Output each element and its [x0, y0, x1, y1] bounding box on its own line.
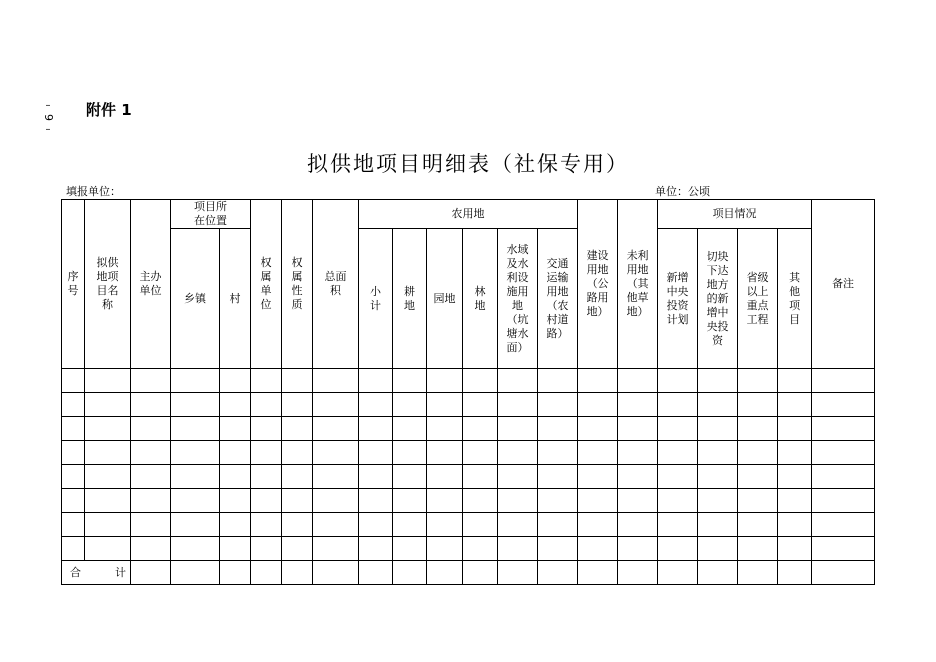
- table-cell[interactable]: [578, 561, 618, 585]
- table-cell[interactable]: [463, 561, 498, 585]
- table-cell[interactable]: [578, 513, 618, 537]
- table-cell[interactable]: [131, 441, 171, 465]
- table-cell[interactable]: [658, 441, 698, 465]
- table-row: [62, 369, 875, 393]
- header-garden: 园地: [427, 229, 463, 369]
- table-cell[interactable]: [658, 537, 698, 561]
- header-new-central: 新增中央投资计划: [658, 229, 698, 369]
- table-row: [62, 489, 875, 513]
- table-cell[interactable]: [220, 489, 251, 513]
- table-cell[interactable]: [171, 489, 220, 513]
- table-cell[interactable]: [85, 441, 131, 465]
- table-cell[interactable]: [427, 561, 463, 585]
- table-cell[interactable]: [62, 513, 85, 537]
- header-village: 村: [220, 229, 251, 369]
- table-cell[interactable]: [618, 393, 658, 417]
- table-cell[interactable]: [778, 393, 812, 417]
- attachment-label: 附件 1: [86, 101, 132, 119]
- table-cell[interactable]: [393, 369, 427, 393]
- table-cell[interactable]: [618, 489, 658, 513]
- header-project-name: 拟供地项目名称: [85, 200, 131, 369]
- table-cell[interactable]: [427, 465, 463, 489]
- header-other-projects: 其他项目: [778, 229, 812, 369]
- table-cell[interactable]: [62, 537, 85, 561]
- table-row: [62, 417, 875, 441]
- table-cell[interactable]: [618, 369, 658, 393]
- table-cell[interactable]: [393, 537, 427, 561]
- table-cell[interactable]: [812, 513, 875, 537]
- table-cell[interactable]: [171, 537, 220, 561]
- table-cell[interactable]: [498, 513, 538, 537]
- table-cell[interactable]: [251, 465, 282, 489]
- header-transport: 交通运输用地（农村道路）: [538, 229, 578, 369]
- table-cell[interactable]: [393, 513, 427, 537]
- table-cell[interactable]: [778, 513, 812, 537]
- table-cell[interactable]: [131, 561, 171, 585]
- header-host-unit: 主办单位: [131, 200, 171, 369]
- table-cell[interactable]: [251, 489, 282, 513]
- table-cell[interactable]: [282, 537, 313, 561]
- header-ownership-unit: 权属单位: [251, 200, 282, 369]
- table-cell[interactable]: [578, 393, 618, 417]
- table-cell[interactable]: [220, 441, 251, 465]
- table-cell[interactable]: [427, 537, 463, 561]
- table-cell[interactable]: [658, 369, 698, 393]
- table-cell[interactable]: [738, 369, 778, 393]
- table-cell[interactable]: [427, 417, 463, 441]
- table-cell[interactable]: [313, 489, 359, 513]
- header-township: 乡镇: [171, 229, 220, 369]
- table-cell[interactable]: [282, 417, 313, 441]
- total-label: 合 计: [62, 561, 131, 585]
- document-title: 拟供地项目明细表（社保专用）: [307, 152, 629, 176]
- table-cell[interactable]: [463, 441, 498, 465]
- table-cell[interactable]: [498, 561, 538, 585]
- table-cell[interactable]: [463, 537, 498, 561]
- header-seq: 序号: [62, 200, 85, 369]
- header-cultivated: 耕地: [393, 229, 427, 369]
- table-cell[interactable]: [251, 417, 282, 441]
- table-cell[interactable]: [313, 537, 359, 561]
- table-cell[interactable]: [578, 369, 618, 393]
- table-cell[interactable]: [578, 441, 618, 465]
- page-number-dash-bottom: –: [45, 124, 51, 135]
- table-cell[interactable]: [812, 369, 875, 393]
- header-forest: 林地: [463, 229, 498, 369]
- table-cell[interactable]: [658, 417, 698, 441]
- table-cell[interactable]: [85, 513, 131, 537]
- table-cell[interactable]: [738, 393, 778, 417]
- table-cell[interactable]: [251, 393, 282, 417]
- table-cell[interactable]: [812, 393, 875, 417]
- table-cell[interactable]: [85, 369, 131, 393]
- table-cell[interactable]: [85, 489, 131, 513]
- table-cell[interactable]: [618, 417, 658, 441]
- table-cell[interactable]: [282, 513, 313, 537]
- table-cell[interactable]: [171, 513, 220, 537]
- table-cell[interactable]: [171, 441, 220, 465]
- table-cell[interactable]: [698, 465, 738, 489]
- table-cell[interactable]: [393, 441, 427, 465]
- table-cell[interactable]: [498, 417, 538, 441]
- table-cell[interactable]: [62, 489, 85, 513]
- table-cell[interactable]: [498, 489, 538, 513]
- table-cell[interactable]: [171, 393, 220, 417]
- table-cell[interactable]: [393, 417, 427, 441]
- header-agri-group: 农用地: [359, 200, 578, 229]
- table-cell[interactable]: [220, 465, 251, 489]
- table-cell[interactable]: [220, 537, 251, 561]
- table-cell[interactable]: [698, 561, 738, 585]
- table-row: [62, 513, 875, 537]
- table-cell[interactable]: [220, 561, 251, 585]
- table-cell[interactable]: [538, 417, 578, 441]
- table-cell[interactable]: [427, 513, 463, 537]
- table-cell[interactable]: [738, 441, 778, 465]
- table-cell[interactable]: [538, 513, 578, 537]
- table-cell[interactable]: [738, 465, 778, 489]
- table-cell[interactable]: [359, 417, 393, 441]
- table-cell[interactable]: [359, 369, 393, 393]
- table-cell[interactable]: [220, 369, 251, 393]
- table-cell[interactable]: [463, 369, 498, 393]
- page-number-dash-top: –: [45, 100, 51, 111]
- table-row: [62, 393, 875, 417]
- header-block-central: 切块下达地方的新增中央投资: [698, 229, 738, 369]
- table-cell[interactable]: [359, 537, 393, 561]
- table-cell[interactable]: [698, 369, 738, 393]
- table-cell[interactable]: [463, 513, 498, 537]
- table-cell[interactable]: [251, 537, 282, 561]
- table-cell[interactable]: [251, 441, 282, 465]
- table-cell[interactable]: [62, 393, 85, 417]
- table-cell[interactable]: [251, 561, 282, 585]
- table-cell[interactable]: [282, 561, 313, 585]
- table-cell[interactable]: [427, 369, 463, 393]
- table-cell[interactable]: [313, 561, 359, 585]
- table-cell[interactable]: [578, 465, 618, 489]
- header-total-area: 总面积: [313, 200, 359, 369]
- table-cell[interactable]: [85, 417, 131, 441]
- table-cell[interactable]: [85, 393, 131, 417]
- table-cell[interactable]: [778, 465, 812, 489]
- table-cell[interactable]: [427, 489, 463, 513]
- table-cell[interactable]: [738, 489, 778, 513]
- table-cell[interactable]: [538, 393, 578, 417]
- table-cell[interactable]: [359, 513, 393, 537]
- table-cell[interactable]: [282, 393, 313, 417]
- table-cell[interactable]: [778, 417, 812, 441]
- table-cell[interactable]: [282, 465, 313, 489]
- header-water-facility: 水域及水利设施用地（坑塘水面）: [498, 229, 538, 369]
- table-cell[interactable]: [538, 441, 578, 465]
- table-cell[interactable]: [393, 561, 427, 585]
- table-row: [62, 537, 875, 561]
- table-cell[interactable]: [658, 465, 698, 489]
- table-cell[interactable]: [658, 513, 698, 537]
- table-cell[interactable]: [538, 537, 578, 561]
- table-cell[interactable]: [171, 417, 220, 441]
- table-cell[interactable]: [282, 369, 313, 393]
- table-cell[interactable]: [313, 465, 359, 489]
- header-construction: 建设用地（公路用地）: [578, 200, 618, 369]
- table-cell[interactable]: [427, 441, 463, 465]
- table-cell[interactable]: [62, 369, 85, 393]
- header-unused: 未利用地（其他草地）: [618, 200, 658, 369]
- table-cell[interactable]: [778, 441, 812, 465]
- table-cell[interactable]: [812, 489, 875, 513]
- table-cell[interactable]: [220, 393, 251, 417]
- table-cell[interactable]: [738, 417, 778, 441]
- table-cell[interactable]: [62, 465, 85, 489]
- table-cell[interactable]: [251, 369, 282, 393]
- table-cell[interactable]: [812, 441, 875, 465]
- table-cell[interactable]: [658, 489, 698, 513]
- table-cell[interactable]: [463, 489, 498, 513]
- table-cell[interactable]: [778, 537, 812, 561]
- table-cell[interactable]: [393, 489, 427, 513]
- table-cell[interactable]: [698, 393, 738, 417]
- table-cell[interactable]: [131, 417, 171, 441]
- header-project-group: 项目情况: [658, 200, 812, 229]
- table-cell[interactable]: [698, 489, 738, 513]
- table-cell[interactable]: [738, 537, 778, 561]
- table-cell[interactable]: [812, 417, 875, 441]
- fill-unit-label: 填报单位：: [66, 185, 121, 198]
- header-subtotal: 小计: [359, 229, 393, 369]
- table-cell[interactable]: [658, 393, 698, 417]
- page-number-digit: 9: [41, 114, 55, 121]
- table-row: [62, 441, 875, 465]
- table-cell[interactable]: [393, 393, 427, 417]
- table-cell[interactable]: [778, 561, 812, 585]
- table-body: [62, 369, 875, 561]
- table-cell[interactable]: [427, 393, 463, 417]
- table-cell[interactable]: [220, 513, 251, 537]
- table-cell[interactable]: [131, 513, 171, 537]
- table-cell[interactable]: [85, 537, 131, 561]
- table-cell[interactable]: [220, 417, 251, 441]
- table-cell[interactable]: [618, 441, 658, 465]
- table-cell[interactable]: [578, 417, 618, 441]
- table-cell[interactable]: [698, 417, 738, 441]
- table-cell[interactable]: [658, 561, 698, 585]
- table-cell[interactable]: [812, 561, 875, 585]
- table-cell[interactable]: [778, 489, 812, 513]
- table-cell[interactable]: [359, 393, 393, 417]
- header-provincial: 省级以上重点工程: [738, 229, 778, 369]
- table-cell[interactable]: [131, 489, 171, 513]
- table-cell[interactable]: [359, 561, 393, 585]
- table-cell[interactable]: [738, 561, 778, 585]
- table-cell[interactable]: [171, 561, 220, 585]
- table-cell[interactable]: [698, 441, 738, 465]
- table-cell[interactable]: [698, 537, 738, 561]
- table-cell[interactable]: [618, 513, 658, 537]
- table-cell[interactable]: [812, 537, 875, 561]
- table-cell[interactable]: [313, 441, 359, 465]
- table-cell[interactable]: [393, 465, 427, 489]
- project-detail-table: [61, 199, 875, 585]
- table-cell[interactable]: [62, 417, 85, 441]
- table-cell[interactable]: [62, 441, 85, 465]
- table-cell[interactable]: [498, 369, 538, 393]
- table-cell[interactable]: [463, 465, 498, 489]
- table-cell[interactable]: [498, 441, 538, 465]
- table-cell[interactable]: [698, 513, 738, 537]
- table-cell[interactable]: [538, 489, 578, 513]
- table-cell[interactable]: [463, 393, 498, 417]
- table-cell[interactable]: [359, 441, 393, 465]
- table-cell[interactable]: [738, 513, 778, 537]
- table-cell[interactable]: [171, 369, 220, 393]
- table-cell[interactable]: [282, 489, 313, 513]
- table-cell[interactable]: [618, 465, 658, 489]
- table-cell[interactable]: [313, 417, 359, 441]
- header-location-group: 项目所在位置: [171, 200, 251, 229]
- table-cell[interactable]: [538, 369, 578, 393]
- table-cell[interactable]: [131, 537, 171, 561]
- table-cell[interactable]: [498, 537, 538, 561]
- table-cell[interactable]: [359, 489, 393, 513]
- table-cell[interactable]: [131, 465, 171, 489]
- table-cell[interactable]: [578, 489, 618, 513]
- table-cell[interactable]: [778, 369, 812, 393]
- table-cell[interactable]: [313, 393, 359, 417]
- table-cell[interactable]: [463, 417, 498, 441]
- table-cell[interactable]: [313, 513, 359, 537]
- page-number: [40, 100, 56, 135]
- table-cell[interactable]: [812, 465, 875, 489]
- table-cell[interactable]: [251, 513, 282, 537]
- table-cell[interactable]: [618, 561, 658, 585]
- table-cell[interactable]: [131, 369, 171, 393]
- table-cell[interactable]: [171, 465, 220, 489]
- table-cell[interactable]: [313, 369, 359, 393]
- table-row: [62, 465, 875, 489]
- header-ownership-nature: 权属性质: [282, 200, 313, 369]
- table-cell[interactable]: [538, 465, 578, 489]
- table-cell[interactable]: [618, 537, 658, 561]
- table-cell[interactable]: [282, 441, 313, 465]
- table-cell[interactable]: [359, 465, 393, 489]
- table-cell[interactable]: [85, 465, 131, 489]
- table-cell[interactable]: [498, 465, 538, 489]
- table-cell[interactable]: [578, 537, 618, 561]
- header-remarks: 备注: [812, 200, 875, 369]
- table-cell[interactable]: [538, 561, 578, 585]
- table-cell[interactable]: [498, 393, 538, 417]
- table-cell[interactable]: [131, 393, 171, 417]
- unit-label: 单位：公顷: [655, 185, 710, 198]
- total-row: [62, 561, 875, 585]
